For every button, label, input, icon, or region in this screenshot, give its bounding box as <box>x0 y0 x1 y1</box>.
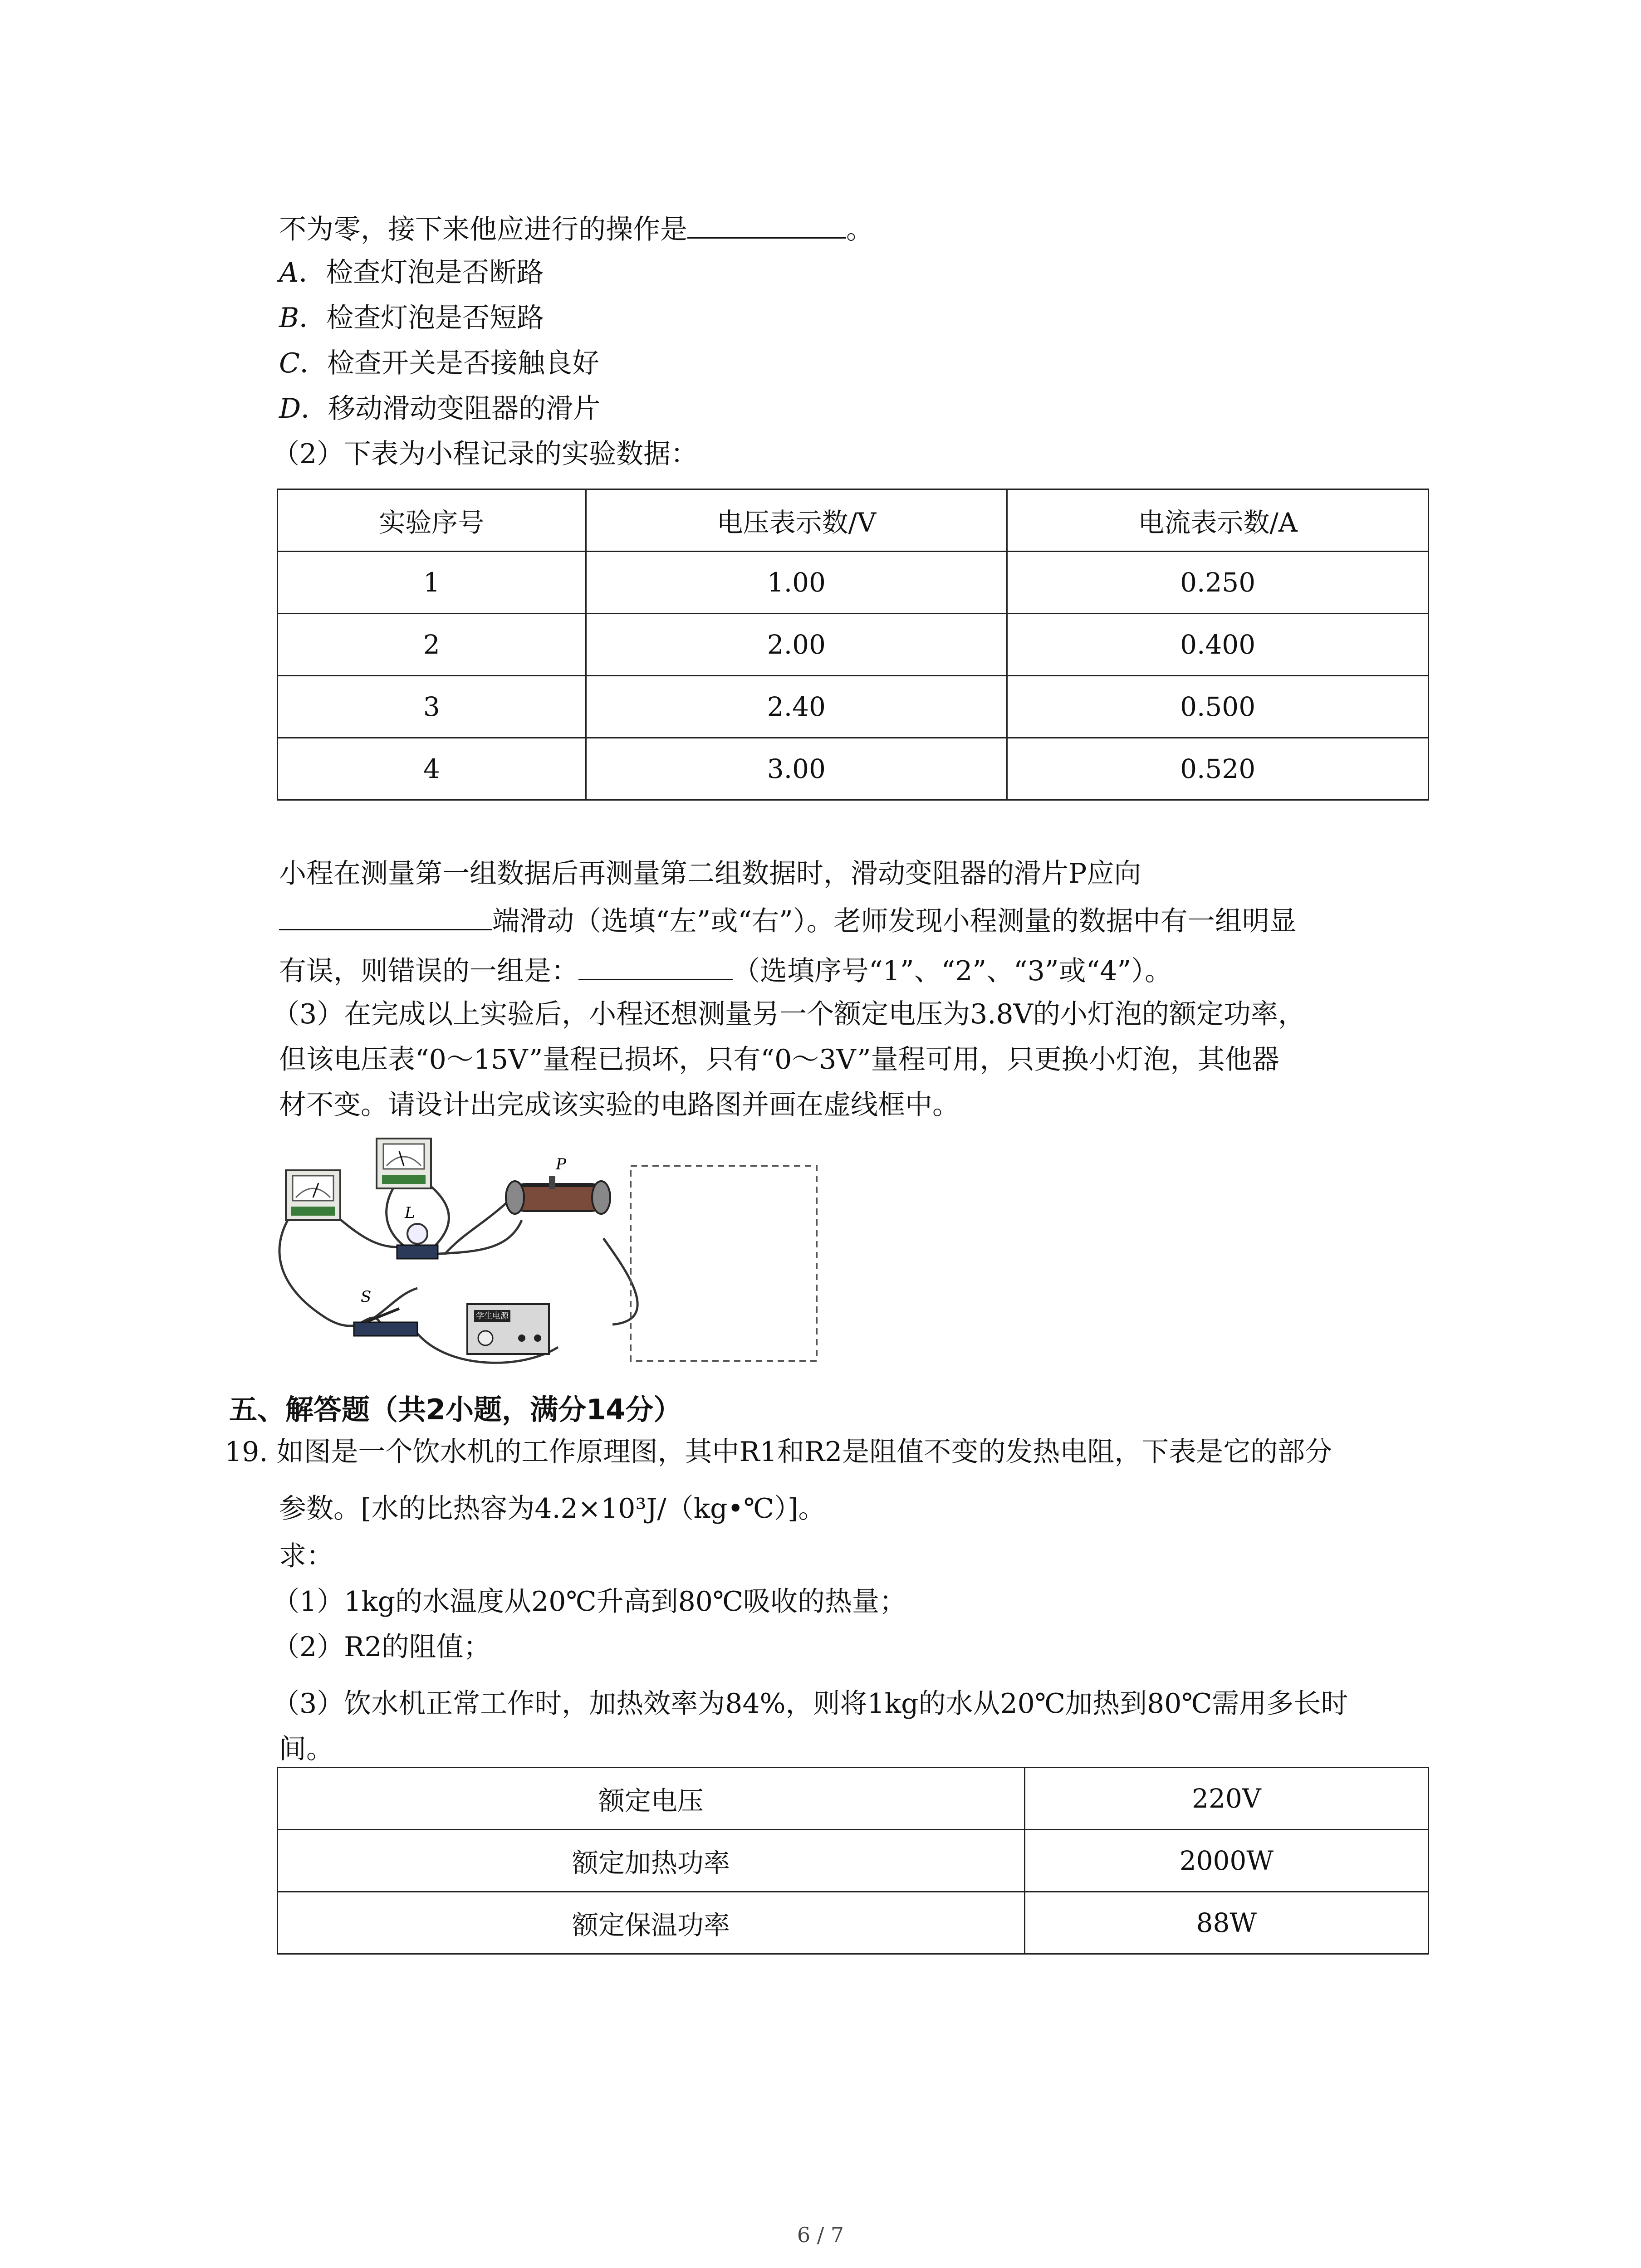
table-header-row <box>278 489 1429 552</box>
switch-label: S <box>361 1288 372 1306</box>
option-d: D．移动滑动变阻器的滑片 <box>279 393 601 425</box>
table-cell: 3 <box>278 676 586 738</box>
answer-blank[interactable] <box>687 211 846 239</box>
q19-sub3a: （3）饮水机正常工作时，加热效率为84%，则将1kg的水从20℃加热到80℃需用多长时 <box>272 1688 1348 1720</box>
parameter-table <box>277 1767 1429 1955</box>
answer-blank[interactable] <box>578 953 733 980</box>
answer-blank[interactable] <box>279 903 492 930</box>
lamp-label: L <box>405 1204 415 1222</box>
circuit-apparatus-figure <box>268 1134 835 1388</box>
table-cell: 1 <box>278 552 586 614</box>
part2-intro: （2）下表为小程记录的实验数据： <box>272 438 698 470</box>
table-row <box>278 738 1429 800</box>
table-row <box>278 552 1429 614</box>
table-header: 电流表示数/A <box>1007 489 1429 552</box>
table-cell: 1.00 <box>586 552 1007 614</box>
question-stem-end: 不为零，接下来他应进行的操作是 。 <box>279 211 873 246</box>
answer-drawing-box[interactable] <box>631 1166 817 1361</box>
switch-icon <box>354 1288 417 1336</box>
part2-line3: 有误，则错误的一组是： （选填序号“1”、“2”、“3”或“4”）。 <box>279 953 1172 987</box>
table-cell: 3.00 <box>586 738 1007 800</box>
q19-line2: 参数。[水的比热容为4.2×10³J/（kg•℃）]。 <box>279 1493 826 1525</box>
table-row <box>278 676 1429 738</box>
table-row <box>278 1830 1429 1892</box>
table-header: 电压表示数/V <box>586 489 1007 552</box>
table-row <box>278 614 1429 676</box>
param-name: 额定加热功率 <box>278 1830 1025 1892</box>
param-value: 2000W <box>1024 1830 1428 1892</box>
table-cell: 0.400 <box>1007 614 1429 676</box>
param-name: 额定保温功率 <box>278 1892 1025 1954</box>
table-cell: 4 <box>278 738 586 800</box>
voltmeter-icon <box>377 1139 431 1188</box>
lamp-icon <box>397 1204 438 1259</box>
slider-label: P <box>556 1155 566 1173</box>
table-cell: 0.520 <box>1007 738 1429 800</box>
option-b: B．检查灯泡是否短路 <box>279 302 544 334</box>
part3-line3: 材不变。请设计出完成该实验的电路图并画在虚线框中。 <box>279 1089 960 1121</box>
table-cell: 2.00 <box>586 614 1007 676</box>
table-cell: 0.250 <box>1007 552 1429 614</box>
rheostat-icon <box>506 1155 610 1214</box>
q19-ask: 求： <box>279 1540 333 1572</box>
section-heading: 五、解答题（共2小题，满分14分） <box>229 1393 682 1426</box>
q19-line1: 19. 如图是一个饮水机的工作原理图，其中R1和R2是阻值不变的发热电阻，下表是它的部分 <box>225 1436 1332 1468</box>
part2-line1: 小程在测量第一组数据后再测量第二组数据时，滑动变阻器的滑片P应向 <box>279 858 1141 890</box>
part3-line2: 但该电压表“0～15V”量程已损坏，只有“0～3V”量程可用，只更换小灯泡，其他器 <box>279 1044 1279 1075</box>
param-value: 220V <box>1024 1768 1428 1830</box>
table-row <box>278 1892 1429 1954</box>
part3-line1: （3）在完成以上实验后，小程还想测量另一个额定电压为3.8V的小灯泡的额定功率， <box>272 998 1305 1030</box>
q19-sub1: （1）1kg的水温度从20℃升高到80℃吸收的热量； <box>272 1586 907 1618</box>
power-supply-label: 学生电源 <box>476 1311 509 1321</box>
table-cell: 0.500 <box>1007 676 1429 738</box>
power-supply-icon <box>467 1304 549 1354</box>
param-name: 额定电压 <box>278 1768 1025 1830</box>
part2-line2: 端滑动（选填“左”或“右”）。老师发现小程测量的数据中有一组明显 <box>279 903 1297 938</box>
table-row <box>278 1768 1429 1830</box>
option-a: A．检查灯泡是否断路 <box>279 257 544 288</box>
ammeter-icon <box>286 1170 340 1220</box>
q19-sub3b: 间。 <box>279 1733 333 1765</box>
experiment-data-table <box>277 489 1429 801</box>
q19-sub2: （2）R2的阻值； <box>272 1631 491 1663</box>
param-value: 88W <box>1024 1892 1428 1954</box>
option-c: C．检查开关是否接触良好 <box>279 347 599 379</box>
table-cell: 2.40 <box>586 676 1007 738</box>
table-header: 实验序号 <box>278 489 586 552</box>
page-number: 6 / 7 <box>797 2223 844 2247</box>
table-cell: 2 <box>278 614 586 676</box>
